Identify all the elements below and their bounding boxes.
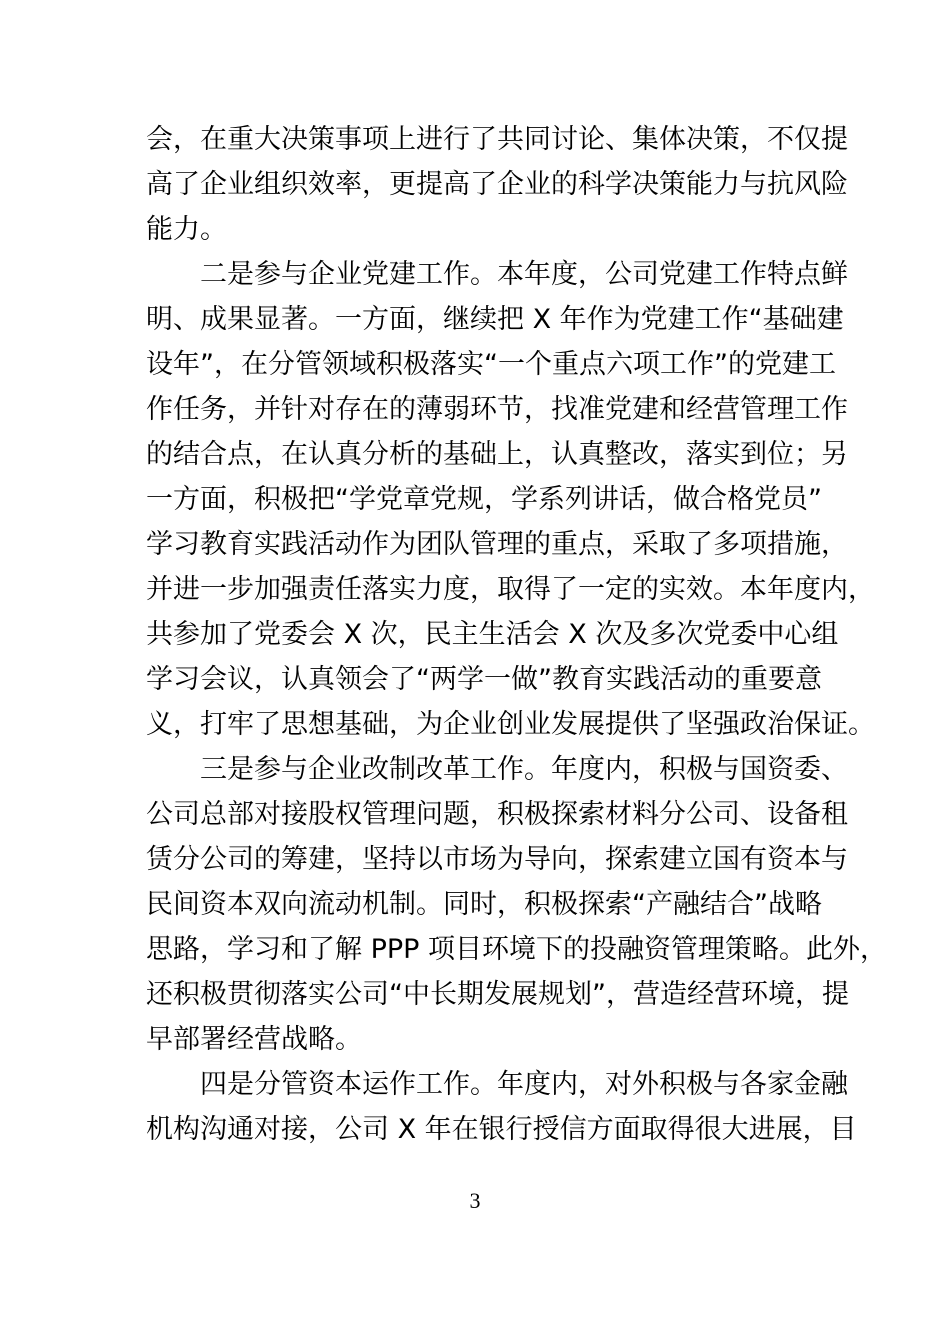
- text-line: 作任务，并针对存在的薄弱环节，找准党建和经营管理工作: [146, 394, 848, 425]
- text-line: 高了企业组织效率，更提高了企业的科学决策能力与抗风险: [146, 169, 848, 200]
- text-line: 学习教育实践活动作为团队管理的重点，采取了多项措施，: [146, 529, 848, 560]
- text-line: 能力。: [146, 214, 227, 245]
- text-line: 学习会议，认真领会了“两学一做”教育实践活动的重要意: [146, 664, 822, 695]
- text-line: 的结合点，在认真分析的基础上，认真整改，落实到位；另: [146, 439, 848, 470]
- text-line: 明、成果显著。一方面，继续把 X 年作为党建工作“基础建: [146, 304, 844, 335]
- text-line: 并进一步加强责任落实力度，取得了一定的实效。本年度内，: [146, 574, 875, 605]
- paragraph-start-line: 四是分管资本运作工作。年度内，对外积极与各家金融: [200, 1069, 848, 1100]
- text-line: 共参加了党委会 X 次，民主生活会 X 次及多次党委中心组: [146, 619, 839, 650]
- text-line: 义，打牢了思想基础，为企业创业发展提供了坚强政治保证。: [146, 709, 875, 740]
- text-line: 思路，学习和了解 PPP 项目环境下的投融资管理策略。此外，: [146, 934, 888, 965]
- text-line: 民间资本双向流动机制。同时，积极探索“产融结合”战略: [146, 889, 822, 920]
- text-line: 设年”，在分管领域积极落实“一个重点六项工作”的党建工: [146, 349, 836, 380]
- text-line: 一方面，积极把“学党章党规，学系列讲话，做合格党员”: [146, 484, 822, 515]
- text-line: 赁分公司的筹建，坚持以市场为导向，探索建立国有资本与: [146, 844, 848, 875]
- text-line: 会，在重大决策事项上进行了共同讨论、集体决策，不仅提: [146, 124, 848, 155]
- text-line: 早部署经营战略。: [146, 1024, 362, 1055]
- body-text: [146, 117, 888, 1152]
- page-number: 3: [469, 1188, 481, 1213]
- paragraph-start-line: 二是参与企业党建工作。本年度，公司党建工作特点鲜: [200, 259, 848, 290]
- text-line: 还积极贯彻落实公司“中长期发展规划”，营造经营环境，提: [146, 979, 849, 1010]
- paragraph-start-line: 三是参与企业改制改革工作。年度内，积极与国资委、: [200, 754, 848, 785]
- text-line: 机构沟通对接，公司 X 年在银行授信方面取得很大进展，目: [146, 1114, 857, 1145]
- text-line: 公司总部对接股权管理问题，积极探索材料分公司、设备租: [146, 799, 848, 830]
